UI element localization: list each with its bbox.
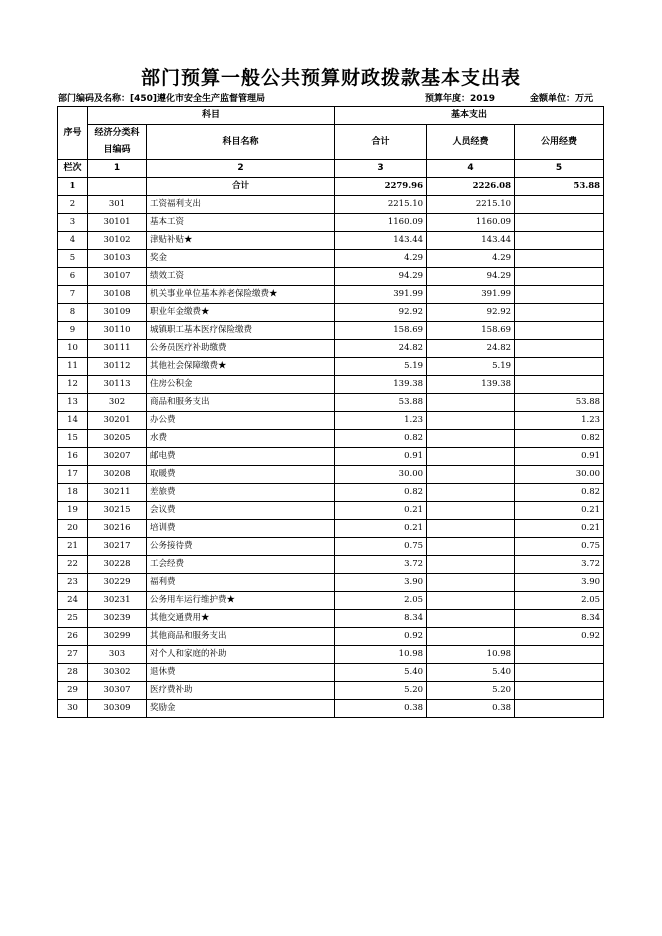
table-row <box>58 592 604 610</box>
row-subject-name: 其他社会保障缴费★ <box>147 358 335 376</box>
row-subject-name: 商品和服务支出 <box>147 394 335 412</box>
row-subject-name: 合计 <box>147 178 335 196</box>
row-seq: 21 <box>58 538 88 556</box>
row-seq: 14 <box>58 412 88 430</box>
row-personnel: 92.92 <box>427 304 515 322</box>
row-econ-code: 30299 <box>88 628 147 646</box>
row-econ-code: 30103 <box>88 250 147 268</box>
row-personnel <box>427 538 515 556</box>
row-personnel: 10.98 <box>427 646 515 664</box>
row-public <box>515 358 604 376</box>
row-public: 1.23 <box>515 412 604 430</box>
row-total: 10.98 <box>335 646 427 664</box>
budget-year-label: 预算年度：2019 <box>425 94 496 104</box>
row-personnel: 143.44 <box>427 232 515 250</box>
row-seq: 28 <box>58 664 88 682</box>
row-total: 4.29 <box>335 250 427 268</box>
table-row <box>58 664 604 682</box>
row-public: 53.88 <box>515 394 604 412</box>
table-row-total <box>58 178 604 196</box>
row-subject-name: 住房公积金 <box>147 376 335 394</box>
row-seq: 26 <box>58 628 88 646</box>
row-econ-code: 30110 <box>88 322 147 340</box>
row-personnel <box>427 520 515 538</box>
row-econ-code: 30229 <box>88 574 147 592</box>
row-subject-name: 会议费 <box>147 502 335 520</box>
row-public <box>515 340 604 358</box>
header-subject-name: 科目名称 <box>147 125 335 160</box>
row-personnel: 2215.10 <box>427 196 515 214</box>
row-public <box>515 196 604 214</box>
row-econ-code: 30205 <box>88 430 147 448</box>
row-total: 1.23 <box>335 412 427 430</box>
header-total: 合计 <box>335 125 427 160</box>
amount-unit-label: 金额单位：万元 <box>530 94 594 104</box>
row-econ-code: 30216 <box>88 520 147 538</box>
row-personnel <box>427 394 515 412</box>
row-public: 53.88 <box>515 178 604 196</box>
row-seq: 27 <box>58 646 88 664</box>
row-public <box>515 646 604 664</box>
row-subject-name: 职业年金缴费★ <box>147 304 335 322</box>
row-public: 0.92 <box>515 628 604 646</box>
row-personnel <box>427 412 515 430</box>
row-total: 3.90 <box>335 574 427 592</box>
row-econ-code: 30107 <box>88 268 147 286</box>
row-econ-code: 30102 <box>88 232 147 250</box>
row-total: 92.92 <box>335 304 427 322</box>
table-row <box>58 484 604 502</box>
row-econ-code: 30228 <box>88 556 147 574</box>
table-row <box>58 322 604 340</box>
row-subject-name: 工资福利支出 <box>147 196 335 214</box>
row-public: 3.90 <box>515 574 604 592</box>
table-row <box>58 268 604 286</box>
row-personnel <box>427 610 515 628</box>
row-personnel <box>427 556 515 574</box>
row-total: 2279.96 <box>335 178 427 196</box>
department-label: 部门编码及名称：[450]遵化市安全生产监督管理局 <box>58 94 266 104</box>
row-personnel: 5.20 <box>427 682 515 700</box>
table-row <box>58 556 604 574</box>
row-econ-code: 30302 <box>88 664 147 682</box>
row-public <box>515 232 604 250</box>
row-personnel <box>427 484 515 502</box>
header-col-num-2: 2 <box>147 160 335 178</box>
row-total: 5.40 <box>335 664 427 682</box>
row-public <box>515 286 604 304</box>
row-subject-name: 基本工资 <box>147 214 335 232</box>
row-econ-code: 30207 <box>88 448 147 466</box>
row-econ-code: 30113 <box>88 376 147 394</box>
header-personnel: 人员经费 <box>427 125 515 160</box>
table-row <box>58 700 604 718</box>
table-row <box>58 466 604 484</box>
row-personnel <box>427 574 515 592</box>
row-public: 0.21 <box>515 502 604 520</box>
row-subject-name: 工会经费 <box>147 556 335 574</box>
row-total: 0.21 <box>335 520 427 538</box>
table-row <box>58 448 604 466</box>
header-seq: 序号 <box>58 107 88 160</box>
row-public: 0.82 <box>515 430 604 448</box>
row-subject-name: 其他交通费用★ <box>147 610 335 628</box>
row-subject-name: 津贴补贴★ <box>147 232 335 250</box>
row-total: 0.21 <box>335 502 427 520</box>
row-econ-code: 30201 <box>88 412 147 430</box>
row-public: 0.82 <box>515 484 604 502</box>
row-total: 0.82 <box>335 430 427 448</box>
table-row <box>58 232 604 250</box>
row-seq: 11 <box>58 358 88 376</box>
row-econ-code: 30309 <box>88 700 147 718</box>
row-total: 53.88 <box>335 394 427 412</box>
row-econ-code <box>88 178 147 196</box>
header-col-num-1: 1 <box>88 160 147 178</box>
row-total: 24.82 <box>335 340 427 358</box>
row-econ-code: 30239 <box>88 610 147 628</box>
row-subject-name: 机关事业单位基本养老保险缴费★ <box>147 286 335 304</box>
row-personnel: 0.38 <box>427 700 515 718</box>
row-personnel: 5.19 <box>427 358 515 376</box>
row-seq: 16 <box>58 448 88 466</box>
table-row <box>58 430 604 448</box>
row-public: 3.72 <box>515 556 604 574</box>
row-econ-code: 30112 <box>88 358 147 376</box>
row-seq: 3 <box>58 214 88 232</box>
row-subject-name: 其他商品和服务支出 <box>147 628 335 646</box>
table-row <box>58 610 604 628</box>
table-row <box>58 304 604 322</box>
row-total: 0.38 <box>335 700 427 718</box>
table-row <box>58 196 604 214</box>
row-public <box>515 268 604 286</box>
row-subject-name: 退休费 <box>147 664 335 682</box>
row-econ-code: 30109 <box>88 304 147 322</box>
row-public <box>515 682 604 700</box>
row-total: 0.92 <box>335 628 427 646</box>
row-public: 8.34 <box>515 610 604 628</box>
row-personnel: 5.40 <box>427 664 515 682</box>
row-econ-code: 301 <box>88 196 147 214</box>
row-personnel: 24.82 <box>427 340 515 358</box>
row-public: 0.21 <box>515 520 604 538</box>
row-econ-code: 30231 <box>88 592 147 610</box>
row-seq: 22 <box>58 556 88 574</box>
row-seq: 8 <box>58 304 88 322</box>
row-total: 2.05 <box>335 592 427 610</box>
table-row <box>58 376 604 394</box>
row-personnel <box>427 466 515 484</box>
row-public <box>515 304 604 322</box>
row-subject-name: 奖金 <box>147 250 335 268</box>
row-econ-code: 302 <box>88 394 147 412</box>
row-personnel: 4.29 <box>427 250 515 268</box>
page-title: 部门预算一般公共预算财政拨款基本支出表 <box>140 67 521 89</box>
row-seq: 25 <box>58 610 88 628</box>
row-total: 0.91 <box>335 448 427 466</box>
row-public: 0.75 <box>515 538 604 556</box>
row-personnel <box>427 502 515 520</box>
row-personnel <box>427 430 515 448</box>
table-row <box>58 646 604 664</box>
table-row <box>58 214 604 232</box>
row-total: 0.75 <box>335 538 427 556</box>
row-personnel: 139.38 <box>427 376 515 394</box>
row-econ-code: 30307 <box>88 682 147 700</box>
row-econ-code: 30211 <box>88 484 147 502</box>
row-public <box>515 250 604 268</box>
table-row <box>58 538 604 556</box>
header-public: 公用经费 <box>515 125 604 160</box>
row-personnel <box>427 448 515 466</box>
row-econ-code: 30108 <box>88 286 147 304</box>
row-personnel: 1160.09 <box>427 214 515 232</box>
row-seq: 13 <box>58 394 88 412</box>
table-row <box>58 250 604 268</box>
header-col-num-3: 3 <box>335 160 427 178</box>
table-row <box>58 358 604 376</box>
row-seq: 5 <box>58 250 88 268</box>
row-seq: 19 <box>58 502 88 520</box>
row-subject-name: 对个人和家庭的补助 <box>147 646 335 664</box>
row-seq: 18 <box>58 484 88 502</box>
table-row <box>58 502 604 520</box>
row-subject-name: 公务用车运行维护费★ <box>147 592 335 610</box>
row-total: 391.99 <box>335 286 427 304</box>
row-subject-name: 福利费 <box>147 574 335 592</box>
row-econ-code: 30217 <box>88 538 147 556</box>
row-total: 158.69 <box>335 322 427 340</box>
row-public <box>515 322 604 340</box>
row-subject-name: 公务接待费 <box>147 538 335 556</box>
row-personnel: 158.69 <box>427 322 515 340</box>
table-row <box>58 628 604 646</box>
row-subject-name: 绩效工资 <box>147 268 335 286</box>
row-subject-name: 邮电费 <box>147 448 335 466</box>
row-seq: 30 <box>58 700 88 718</box>
row-public <box>515 664 604 682</box>
row-subject-name: 公务员医疗补助缴费 <box>147 340 335 358</box>
row-econ-code: 303 <box>88 646 147 664</box>
row-seq: 23 <box>58 574 88 592</box>
row-seq: 10 <box>58 340 88 358</box>
row-seq: 4 <box>58 232 88 250</box>
row-public <box>515 214 604 232</box>
row-subject-name: 城镇职工基本医疗保险缴费 <box>147 322 335 340</box>
table-row <box>58 394 604 412</box>
row-public <box>515 376 604 394</box>
row-seq: 24 <box>58 592 88 610</box>
row-subject-name: 办公费 <box>147 412 335 430</box>
row-seq: 1 <box>58 178 88 196</box>
row-seq: 2 <box>58 196 88 214</box>
row-seq: 7 <box>58 286 88 304</box>
row-seq: 9 <box>58 322 88 340</box>
row-seq: 6 <box>58 268 88 286</box>
row-total: 2215.10 <box>335 196 427 214</box>
row-seq: 17 <box>58 466 88 484</box>
table-row <box>58 682 604 700</box>
row-seq: 20 <box>58 520 88 538</box>
row-total: 8.34 <box>335 610 427 628</box>
table-row <box>58 412 604 430</box>
row-total: 94.29 <box>335 268 427 286</box>
row-total: 1160.09 <box>335 214 427 232</box>
row-total: 143.44 <box>335 232 427 250</box>
row-public <box>515 700 604 718</box>
row-subject-name: 取暖费 <box>147 466 335 484</box>
table-row <box>58 520 604 538</box>
row-public: 0.91 <box>515 448 604 466</box>
header-econ-code: 经济分类科目编码 <box>88 125 147 160</box>
row-personnel: 391.99 <box>427 286 515 304</box>
row-total: 5.19 <box>335 358 427 376</box>
row-seq: 29 <box>58 682 88 700</box>
row-econ-code: 30208 <box>88 466 147 484</box>
row-personnel <box>427 592 515 610</box>
row-econ-code: 30111 <box>88 340 147 358</box>
row-seq: 12 <box>58 376 88 394</box>
row-subject-name: 医疗费补助 <box>147 682 335 700</box>
row-total: 3.72 <box>335 556 427 574</box>
table-row <box>58 286 604 304</box>
row-public: 30.00 <box>515 466 604 484</box>
row-total: 30.00 <box>335 466 427 484</box>
row-subject-name: 奖励金 <box>147 700 335 718</box>
row-total: 5.20 <box>335 682 427 700</box>
row-personnel: 94.29 <box>427 268 515 286</box>
row-public: 2.05 <box>515 592 604 610</box>
budget-table <box>57 106 604 718</box>
row-subject-name: 培训费 <box>147 520 335 538</box>
row-seq: 15 <box>58 430 88 448</box>
header-col-num-5: 5 <box>515 160 604 178</box>
table-row <box>58 340 604 358</box>
row-subject-name: 水费 <box>147 430 335 448</box>
row-econ-code: 30215 <box>88 502 147 520</box>
header-col-label: 栏次 <box>58 160 88 178</box>
header-basic-expense: 基本支出 <box>335 107 604 125</box>
row-total: 139.38 <box>335 376 427 394</box>
table-row <box>58 574 604 592</box>
header-col-num-4: 4 <box>427 160 515 178</box>
row-total: 0.82 <box>335 484 427 502</box>
row-subject-name: 差旅费 <box>147 484 335 502</box>
row-personnel: 2226.08 <box>427 178 515 196</box>
row-personnel <box>427 628 515 646</box>
header-subject: 科目 <box>88 107 335 125</box>
row-econ-code: 30101 <box>88 214 147 232</box>
